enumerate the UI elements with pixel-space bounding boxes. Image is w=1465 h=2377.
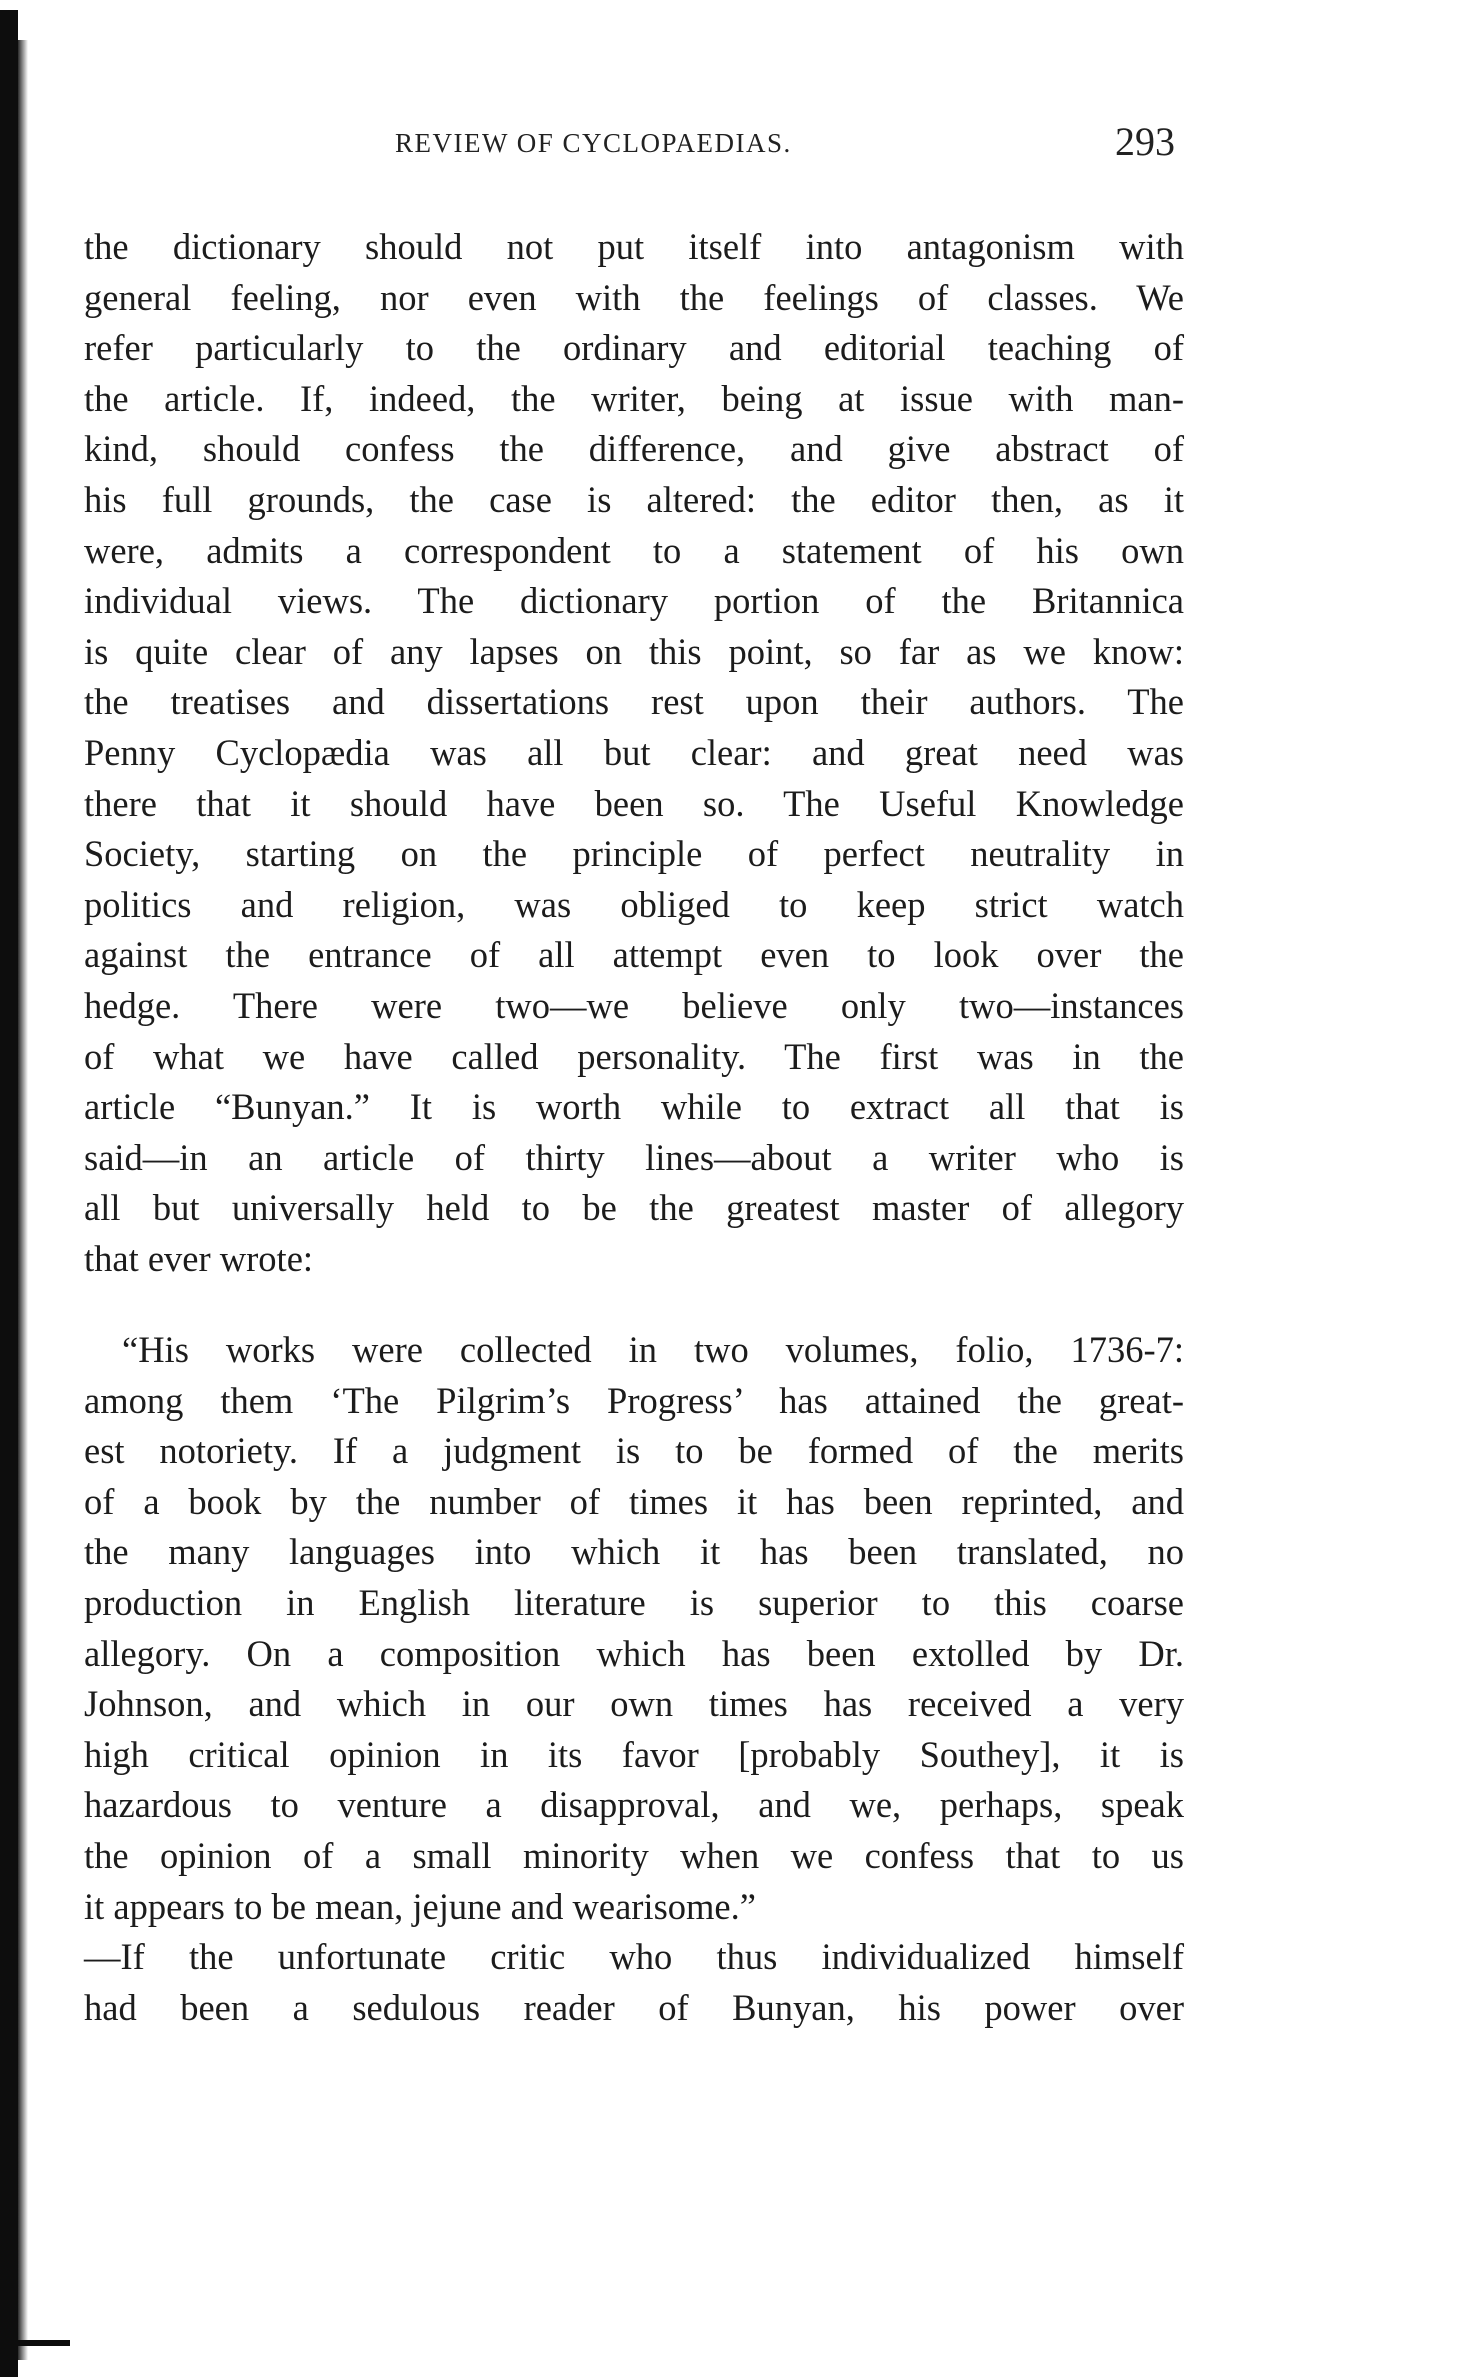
quote-line: it appears to be mean, jejune and wearisome.”: [84, 1885, 756, 1927]
quote-line: of a book by the number of times it has been reprinted, and: [84, 1480, 1184, 1522]
text-line: general feeling, nor even with the feelings of classes. We: [84, 276, 1184, 318]
text-line: had been a sedulous reader of Bunyan, his power over: [84, 1986, 1184, 2028]
text-line: were, admits a correspondent to a statement of his own: [84, 529, 1184, 571]
quote-line: “His works were collected in two volumes, folio, 1736-7:: [122, 1329, 1184, 1370]
quote-line: high critical opinion in its favor [probably Southey], it is: [84, 1733, 1184, 1775]
text-line: against the entrance of all attempt even to look over the: [84, 934, 1184, 976]
text-line: Society, starting on the principle of perfect neutrality in: [84, 833, 1184, 875]
text-line: said—in an article of thirty lines—about a writer who is: [84, 1136, 1184, 1178]
page-gutter-shadow: [0, 10, 18, 2377]
text-line: is quite clear of any lapses on this point, so far as we know:: [84, 630, 1184, 672]
text-line: —If the unfortunate critic who thus individualized himself: [84, 1936, 1184, 1978]
text-line: hedge. There were two—we believe only two—instances: [84, 984, 1184, 1026]
text-line: the treatises and dissertations rest upon their authors. The: [84, 681, 1184, 723]
quotation: [84, 1325, 1184, 2033]
text-line: all but universally held to be the greatest master of allegory: [84, 1187, 1184, 1229]
page-gutter-fade: [18, 40, 28, 2360]
quote-line: the many languages into which it has been translated, no: [84, 1531, 1184, 1573]
text-line: his full grounds, the case is altered: the editor then, as it: [84, 478, 1184, 520]
quote-line: among them ‘The Pilgrim’s Progress’ has attained the great-: [84, 1379, 1184, 1421]
quote-line: allegory. On a composition which has been extolled by Dr.: [84, 1632, 1184, 1674]
quote-line: hazardous to venture a disapproval, and we, perhaps, speak: [84, 1784, 1184, 1826]
text-line: of what we have called personality. The first was in the: [84, 1035, 1184, 1077]
page-number: 293: [1115, 119, 1175, 164]
text-line: that ever wrote:: [84, 1237, 314, 1279]
text-line: the dictionary should not put itself into antagonism with: [84, 226, 1184, 267]
text-line: Penny Cyclopædia was all but clear: and great need was: [84, 731, 1184, 773]
quote-line: production in English literature is superior to this coarse: [84, 1581, 1184, 1623]
text-line: kind, should confess the difference, and give abstract of: [84, 428, 1184, 470]
text-line: the article. If, indeed, the writer, being at issue with man-: [84, 377, 1184, 419]
quote-line: the opinion of a small minority when we confess that to us: [84, 1834, 1184, 1876]
quote-line: Johnson, and which in our own times has received a very: [84, 1683, 1184, 1725]
text-line: article “Bunyan.” It is worth while to extract all that is: [84, 1086, 1184, 1128]
text-line: politics and religion, was obliged to keep strict watch: [84, 883, 1184, 925]
paragraph-1: [84, 222, 1184, 1284]
text-line: there that it should have been so. The Useful Knowledge: [84, 782, 1184, 824]
quote-line: est notoriety. If a judgment is to be formed of the merits: [84, 1430, 1184, 1472]
text-line: refer particularly to the ordinary and editorial teaching of: [84, 327, 1184, 369]
text-line: individual views. The dictionary portion of the Britannica: [84, 580, 1184, 622]
running-head: REVIEW OF CYCLOPAEDIAS.: [395, 128, 792, 158]
page-gutter-foot: [0, 2340, 70, 2346]
